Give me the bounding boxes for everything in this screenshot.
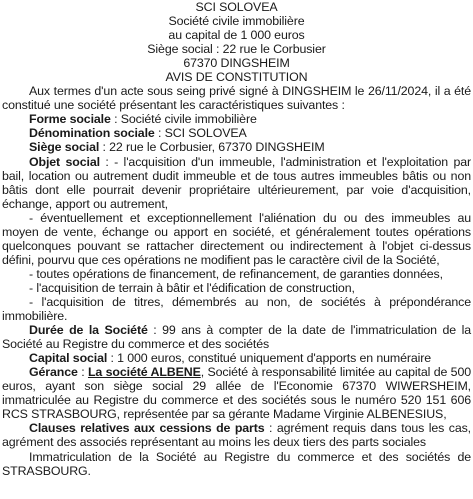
gerance: [2, 365, 471, 421]
duree-value: : 99 ans à compter de la date de l'immatriculation de la Société au Registre du commerce et des sociétés: [2, 323, 471, 352]
forme-sociale: [2, 112, 471, 126]
objet-social-value: : - l'acquisition d'un immeuble, l'administration et l'exploitation par bail, location ou autrement dudit immeuble et de tous autres immeubles bâtis ou non bâtis dont elle pourrait devenir propriétaire ultérieurement, par voie d'acquisition, échange, apport ou autrement,: [2, 154, 472, 211]
duree-societe: [2, 323, 471, 351]
company-capital: au capital de 1 000 euros: [168, 28, 305, 43]
siege-social-value: : 22 rue le Corbusier, 67370 DINGSHEIM: [99, 140, 325, 155]
denomination-value: : SCI SOLOVEA: [154, 126, 247, 141]
duree-label: Durée de la Société: [29, 323, 148, 338]
clauses-cessions: [2, 421, 471, 449]
objet-item: - éventuellement et exceptionnellement l'aliénation du ou des immeubles au moyen de vente, échange ou apport en société, et généralement toutes opérations quelconques pouvant se rattacher directement ou indirectement à l'objet ci-dessus défini, pourvu que ces opérations ne modifient pas le caractère civil de la Société,: [2, 210, 471, 267]
gerance-label: Gérance: [29, 365, 78, 380]
siege-social-label: Siège social: [29, 140, 100, 155]
objet-item: - toutes opérations de financement, de refinancement, de garanties données,: [29, 266, 443, 281]
company-name: SCI SOLOVEA: [195, 0, 278, 14]
clauses-label: Clauses relatives aux cessions de parts: [29, 421, 265, 436]
gerance-value: , Société à responsabilité limitée au capital de 500 euros, ayant son siège social 29 allée de l'Economie 67370 WIWERSHEIM, immatriculée au Registre du commerce et des sociétés sous le numéro 520 151 606 RCS STRASBOURG, représentée par sa gérante Madame Virginie ALBENESIUS,: [2, 365, 472, 422]
notice-title: AVIS DE CONSTITUTION: [165, 70, 308, 85]
forme-sociale-label: Forme sociale: [29, 112, 111, 127]
gerance-separator: :: [77, 365, 88, 380]
company-type: Société civile immobilière: [168, 14, 305, 29]
immatriculation: Immatriculation de la Société au Registre du commerce et des sociétés de STRASBOURG.: [2, 449, 471, 478]
objet-item: - l'acquisition de titres, démembrés au non, de sociétés à prépondérance immobilière.: [2, 294, 471, 324]
intro-paragraph: Aux termes d'un acte sous seing privé signé à DINGSHEIM le 26/11/2024, il a été constitué une société présentant les caractéristiques suivantes :: [2, 84, 471, 113]
capital-social-value: : 1 000 euros, constitué uniquement d'apports en numéraire: [107, 351, 432, 366]
capital-social-label: Capital social: [29, 351, 108, 366]
objet-social-label: Objet social: [29, 154, 100, 169]
clauses-value: : agrément requis dans tous les cas, agrément des associés représentant au moins les deux tiers des parts sociales: [2, 421, 471, 450]
denomination-sociale: [2, 126, 471, 140]
capital-social: [2, 351, 471, 365]
objet-social: [2, 155, 471, 211]
denomination-label: Dénomination sociale: [29, 126, 155, 141]
gerance-company: La société ALBENE: [87, 365, 201, 380]
forme-sociale-value: : Société civile immobilière: [110, 112, 257, 127]
objet-item: - l'acquisition de terrain à bâtir et l'édification de construction,: [29, 280, 355, 295]
company-siege: Siège social : 22 rue le Corbusier: [147, 42, 326, 57]
company-city: 67370 DINGSHEIM: [183, 56, 290, 71]
siege-social: [2, 140, 471, 154]
